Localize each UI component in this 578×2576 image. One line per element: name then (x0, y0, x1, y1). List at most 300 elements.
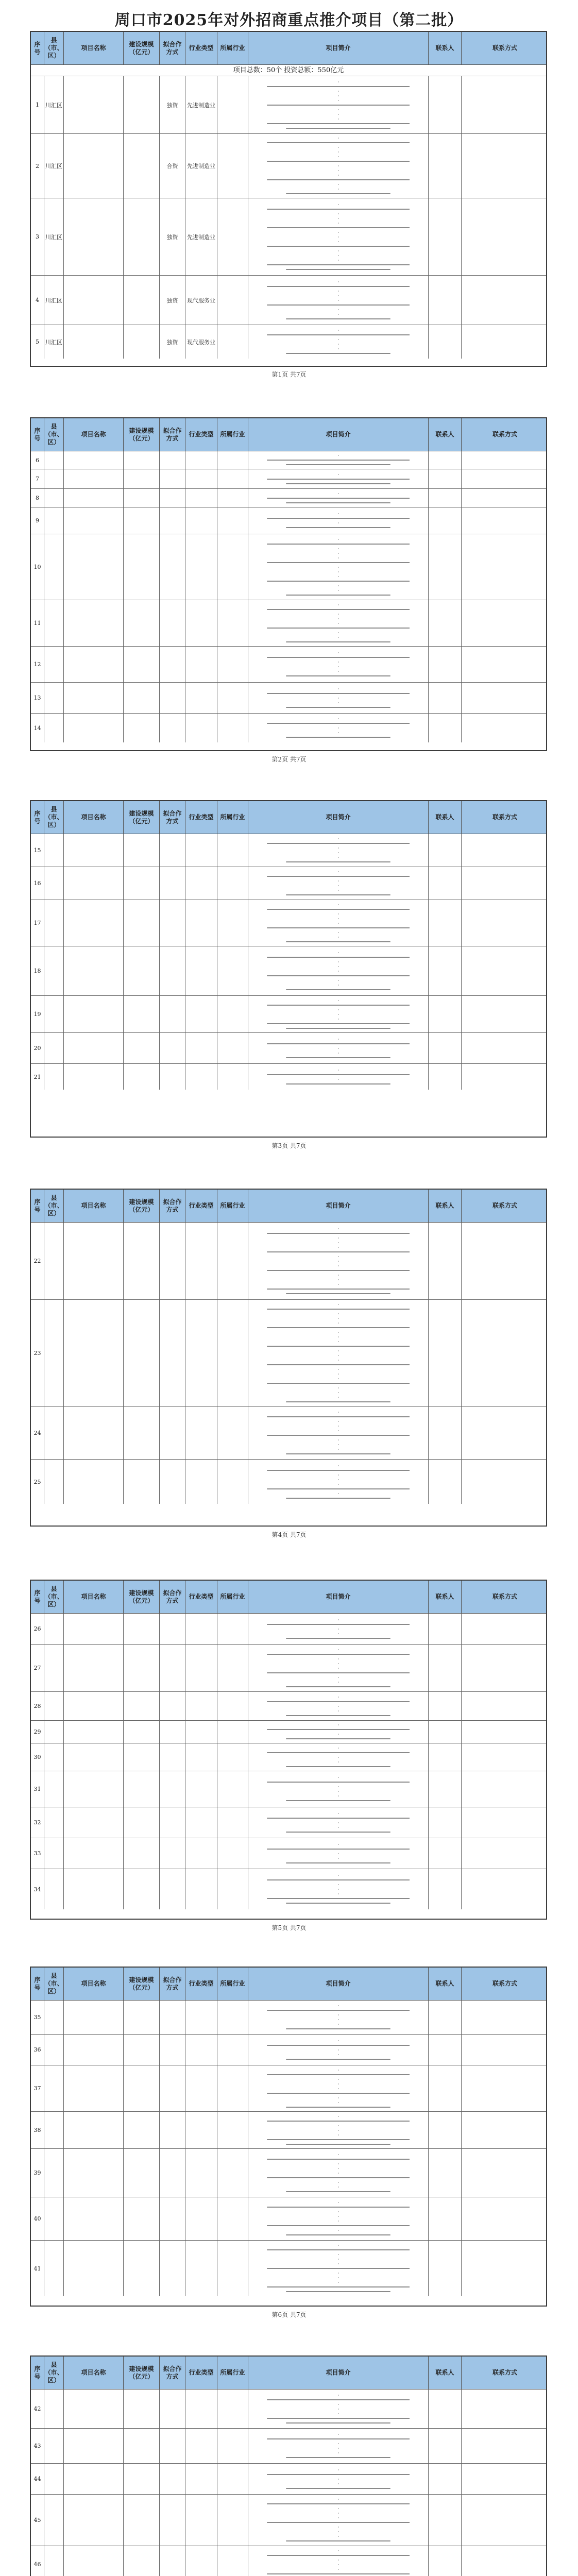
cell-county (44, 2149, 64, 2197)
header-cell: 序号 (31, 1968, 44, 2000)
cell-sector (185, 1869, 217, 1909)
text-line (286, 2144, 390, 2145)
header-cell: 序号 (31, 801, 44, 834)
cell-county (44, 1033, 64, 1063)
cell-industry (217, 2149, 248, 2197)
cell-sector: 先进制造业 (185, 76, 217, 133)
cell-mode (160, 867, 185, 900)
table-header (31, 2357, 546, 2389)
cell-no: 34 (31, 1869, 44, 1909)
text-line (286, 464, 390, 465)
project-description (248, 2241, 429, 2296)
cell-contact (429, 1300, 462, 1406)
cell-industry (217, 2197, 248, 2240)
header-cell: 联系人 (429, 32, 462, 64)
page-number: 第3页 共7页 (271, 1142, 307, 1149)
cell-no: 40 (31, 2197, 44, 2240)
cell-phone (462, 996, 547, 1032)
cell-phone (462, 534, 547, 600)
cell-contact (429, 1771, 462, 1807)
cell-sector (185, 900, 217, 946)
cell-contact (429, 900, 462, 946)
text-line (286, 941, 390, 942)
cell-no: 10 (31, 534, 44, 600)
cell-no: 32 (31, 1807, 44, 1838)
table-row (31, 451, 546, 469)
text-line (267, 518, 409, 519)
cell-no: 19 (31, 996, 44, 1032)
cell-county (44, 600, 64, 646)
header-cell: 项目名称 (64, 418, 124, 451)
cell-industry (217, 996, 248, 1032)
cell-no: 13 (31, 683, 44, 713)
cell-scale (124, 2464, 160, 2494)
cell-mode (160, 600, 185, 646)
header-cell: 建设规模（亿元） (124, 2357, 160, 2389)
cell-contact (429, 1692, 462, 1720)
cell-sector (185, 451, 217, 469)
table-row (31, 1300, 546, 1407)
text-line (267, 1346, 409, 1347)
cell-county: 川汇区 (44, 325, 64, 359)
text-line (267, 2010, 409, 2011)
cell-industry (217, 2546, 248, 2576)
cell-county (44, 2001, 64, 2034)
cell-industry (217, 1771, 248, 1807)
header-cell: 联系人 (429, 1190, 462, 1222)
cell-no: 37 (31, 2065, 44, 2111)
cell-no: 26 (31, 1614, 44, 1644)
cell-industry (217, 1064, 248, 1090)
text-line (286, 1293, 390, 1294)
cell-county (44, 867, 64, 900)
cell-mode (160, 1064, 185, 1090)
cell-contact (429, 946, 462, 995)
cell-phone (462, 2197, 547, 2240)
cell-sector (185, 469, 217, 488)
project-description (248, 534, 429, 600)
table-header (31, 32, 546, 65)
table-row (31, 1645, 546, 1692)
cell-phone (462, 1300, 547, 1406)
cell-name (64, 1721, 124, 1743)
text-line (267, 581, 409, 582)
text-line (267, 86, 409, 87)
header-cell: 拟合作方式 (160, 1968, 185, 2000)
cell-industry (217, 900, 248, 946)
cell-phone (462, 134, 547, 198)
cell-mode (160, 2241, 185, 2296)
text-line (267, 1416, 409, 1417)
text-line (286, 269, 390, 270)
header-cell: 联系人 (429, 1581, 462, 1613)
cell-contact (429, 469, 462, 488)
header-cell: 行业类型 (185, 418, 217, 451)
text-line (267, 1383, 409, 1384)
text-line (286, 353, 390, 354)
cell-no: 23 (31, 1300, 44, 1406)
cell-name (64, 946, 124, 995)
header-cell: 拟合作方式 (160, 1190, 185, 1222)
cell-county (44, 2035, 64, 2065)
text-line (267, 628, 409, 629)
table-row (31, 900, 546, 946)
text-line (267, 544, 409, 545)
cell-mode (160, 1223, 185, 1299)
cell-scale (124, 134, 160, 198)
project-description (248, 1807, 429, 1838)
page-number: 第1页 共7页 (271, 371, 307, 378)
table-row (31, 1838, 546, 1869)
header-cell: 所属行业 (217, 418, 248, 451)
cell-industry (217, 1033, 248, 1063)
text-line (267, 264, 409, 265)
text-line (267, 1782, 409, 1783)
text-line (267, 909, 409, 910)
header-cell: 县（市、区） (44, 1190, 64, 1222)
project-description (248, 900, 429, 946)
project-description (248, 1645, 429, 1691)
cell-county: 川汇区 (44, 198, 64, 275)
cell-no: 43 (31, 2429, 44, 2463)
cell-no: 38 (31, 2112, 44, 2148)
cell-contact (429, 2197, 462, 2240)
cell-no: 35 (31, 2001, 44, 2034)
table-header (31, 1581, 546, 1614)
cell-county (44, 2546, 64, 2576)
cell-county (44, 1300, 64, 1406)
table-row (31, 834, 546, 867)
cell-phone (462, 325, 547, 359)
table-row (31, 683, 546, 714)
cell-industry (217, 489, 248, 507)
text-line (286, 1028, 390, 1029)
header-cell: 建设规模（亿元） (124, 1190, 160, 1222)
cell-industry (217, 1614, 248, 1644)
text-line (267, 723, 409, 724)
cell-phone (462, 2112, 547, 2148)
header-cell: 序号 (31, 1190, 44, 1222)
cell-industry (217, 134, 248, 198)
cell-scale (124, 2495, 160, 2546)
cell-industry (217, 2035, 248, 2065)
project-description (248, 2035, 429, 2065)
table-row (31, 1721, 546, 1743)
cell-phone (462, 1771, 547, 1807)
cell-name (64, 469, 124, 488)
header-cell: 所属行业 (217, 1581, 248, 1613)
table-page (30, 2355, 547, 2576)
header-cell: 建设规模（亿元） (124, 32, 160, 64)
cell-phone (462, 834, 547, 867)
header-cell: 联系方式 (492, 814, 517, 821)
cell-contact (429, 1838, 462, 1869)
header-cell: 拟合作方式 (160, 418, 185, 451)
cell-phone (462, 198, 547, 275)
cell-contact (429, 2112, 462, 2148)
cell-county (44, 2112, 64, 2148)
header-cell: 序号 (31, 32, 44, 64)
text-line (286, 2457, 390, 2458)
cell-industry (217, 276, 248, 325)
text-line (267, 1654, 409, 1655)
text-line (267, 2177, 409, 2178)
cell-scale (124, 1645, 160, 1691)
cell-no: 42 (31, 2389, 44, 2428)
text-line (267, 1074, 409, 1075)
cell-county (44, 1407, 64, 1459)
cell-phone (462, 451, 547, 469)
header-cell: 联系方式 (492, 1980, 517, 1987)
project-description (248, 1064, 429, 1090)
cell-no: 8 (31, 489, 44, 507)
text-line (267, 2286, 409, 2287)
text-line (267, 1701, 409, 1702)
cell-sector (185, 2546, 217, 2576)
table-row (31, 276, 546, 325)
cell-mode (160, 1721, 185, 1743)
header-cell: 项目简介 (248, 418, 429, 451)
cell-contact (429, 2546, 462, 2576)
text-line (267, 1023, 409, 1024)
text-line (267, 609, 409, 610)
header-cell: 项目名称 (64, 1968, 124, 2000)
cell-name (64, 1807, 124, 1838)
project-description (248, 325, 429, 359)
header-cell: 所属行业 (217, 32, 248, 64)
table-row (31, 2001, 546, 2035)
cell-scale (124, 2546, 160, 2576)
cell-county (44, 1771, 64, 1807)
text-line (267, 2207, 409, 2208)
cell-mode: 合资 (160, 134, 185, 198)
cell-name (64, 2429, 124, 2463)
table-row (31, 946, 546, 996)
cell-mode (160, 683, 185, 713)
cell-mode (160, 2429, 185, 2463)
text-line (267, 460, 409, 461)
cell-no: 3 (31, 198, 44, 275)
cell-name (64, 1460, 124, 1504)
cell-phone (462, 2429, 547, 2463)
cell-sector (185, 2389, 217, 2428)
cell-name (64, 534, 124, 600)
cell-mode (160, 451, 185, 469)
cell-sector (185, 2495, 217, 2546)
cell-phone (462, 1807, 547, 1838)
project-description (248, 867, 429, 900)
cell-mode (160, 2389, 185, 2428)
cell-mode (160, 2112, 185, 2148)
project-description (248, 996, 429, 1032)
text-line (267, 1289, 409, 1290)
cell-industry (217, 2065, 248, 2111)
cell-industry (217, 1460, 248, 1504)
cell-contact (429, 1064, 462, 1090)
cell-contact (429, 451, 462, 469)
cell-contact (429, 2035, 462, 2065)
header-cell: 县（市、区） (44, 418, 64, 451)
header-cell: 所属行业 (217, 1968, 248, 2000)
text-line (267, 2045, 409, 2046)
text-line (267, 2093, 409, 2094)
cell-sector (185, 2035, 217, 2065)
project-description (248, 1692, 429, 1720)
project-description (248, 714, 429, 742)
cell-scale (124, 2389, 160, 2428)
text-line (267, 657, 409, 658)
cell-phone (462, 76, 547, 133)
cell-mode (160, 1300, 185, 1406)
header-cell: 联系方式 (492, 1593, 517, 1600)
text-line (286, 2488, 390, 2489)
cell-contact (429, 683, 462, 713)
cell-sector: 现代服务业 (185, 276, 217, 325)
table-row (31, 600, 546, 647)
cell-industry (217, 2241, 248, 2296)
table-row (31, 1771, 546, 1807)
text-line (267, 975, 409, 976)
text-line (286, 1453, 390, 1454)
cell-no: 20 (31, 1033, 44, 1063)
cell-sector (185, 489, 217, 507)
text-line (267, 1251, 409, 1252)
header-cell: 项目简介 (248, 1581, 429, 1613)
cell-industry (217, 2001, 248, 2034)
cell-scale (124, 946, 160, 995)
cell-sector (185, 946, 217, 995)
cell-no: 46 (31, 2546, 44, 2576)
cell-county (44, 2464, 64, 2494)
text-line (267, 179, 409, 180)
cell-name (64, 2149, 124, 2197)
cell-sector (185, 1743, 217, 1771)
cell-sector (185, 834, 217, 867)
cell-county (44, 996, 64, 1032)
cell-phone (462, 1460, 547, 1504)
cell-no: 41 (31, 2241, 44, 2296)
text-line (267, 2074, 409, 2075)
text-line (286, 675, 390, 676)
table-row (31, 1460, 546, 1504)
table-page (30, 1967, 547, 2307)
project-description (248, 1771, 429, 1807)
cell-mode: 独资 (160, 276, 185, 325)
header-cell: 联系人 (429, 801, 462, 834)
table-row (31, 2464, 546, 2495)
cell-mode (160, 2464, 185, 2494)
text-line (286, 1800, 390, 1801)
text-line (267, 1898, 409, 1899)
cell-industry (217, 683, 248, 713)
cell-phone (462, 1869, 547, 1909)
text-line (286, 527, 390, 528)
header-cell: 联系人 (429, 418, 462, 451)
text-line (267, 2573, 409, 2574)
cell-scale (124, 2241, 160, 2296)
text-line (267, 957, 409, 958)
header-cell: 建设规模（亿元） (124, 1968, 160, 2000)
header-cell: 项目简介 (248, 801, 429, 834)
cell-county (44, 834, 64, 867)
header-cell: 拟合作方式 (160, 801, 185, 834)
cell-phone (462, 2241, 547, 2296)
cell-industry (217, 2464, 248, 2494)
header-cell: 项目简介 (248, 2357, 429, 2389)
table-row (31, 2065, 546, 2112)
cell-industry (217, 600, 248, 646)
cell-phone (462, 2035, 547, 2065)
cell-scale (124, 683, 160, 713)
header-cell: 项目简介 (248, 1190, 429, 1222)
text-line (286, 2291, 390, 2292)
text-line (267, 498, 409, 499)
text-line (267, 2522, 409, 2523)
cell-phone (462, 683, 547, 713)
text-line (267, 1435, 409, 1436)
text-line (267, 334, 409, 335)
table-page (30, 1189, 547, 1527)
cell-industry (217, 534, 248, 600)
text-line (286, 1903, 390, 1904)
cell-county (44, 946, 64, 995)
cell-name (64, 1033, 124, 1063)
cell-sector (185, 1460, 217, 1504)
cell-industry (217, 451, 248, 469)
text-line (267, 927, 409, 928)
cell-no: 44 (31, 2464, 44, 2494)
header-cell: 行业类型 (185, 1190, 217, 1222)
cell-scale (124, 198, 160, 275)
cell-mode (160, 1407, 185, 1459)
text-line (286, 2059, 390, 2060)
project-summary: 项目总数：50个 投资总额：550亿元 (31, 65, 546, 76)
cell-name (64, 2241, 124, 2296)
cell-county: 川汇区 (44, 276, 64, 325)
table-row (31, 1033, 546, 1064)
project-description (248, 2001, 429, 2034)
cell-mode: 独资 (160, 76, 185, 133)
cell-scale (124, 1064, 160, 1090)
cell-name (64, 683, 124, 713)
text-line (267, 246, 409, 247)
cell-name (64, 2464, 124, 2494)
cell-scale (124, 1033, 160, 1063)
cell-mode (160, 714, 185, 742)
cell-industry (217, 867, 248, 900)
cell-sector (185, 683, 217, 713)
cell-no: 33 (31, 1838, 44, 1869)
cell-name (64, 451, 124, 469)
cell-contact (429, 1645, 462, 1691)
cell-name (64, 76, 124, 133)
cell-industry (217, 1869, 248, 1909)
cell-scale (124, 534, 160, 600)
cell-county (44, 647, 64, 682)
table-row (31, 534, 546, 600)
cell-county (44, 1614, 64, 1644)
cell-name (64, 1692, 124, 1720)
text-line (267, 1752, 409, 1753)
text-line (267, 1043, 409, 1044)
cell-county (44, 900, 64, 946)
cell-name (64, 1300, 124, 1406)
project-description (248, 507, 429, 534)
cell-scale (124, 1407, 160, 1459)
cell-county: 川汇区 (44, 134, 64, 198)
cell-contact (429, 1807, 462, 1838)
cell-sector (185, 1223, 217, 1299)
